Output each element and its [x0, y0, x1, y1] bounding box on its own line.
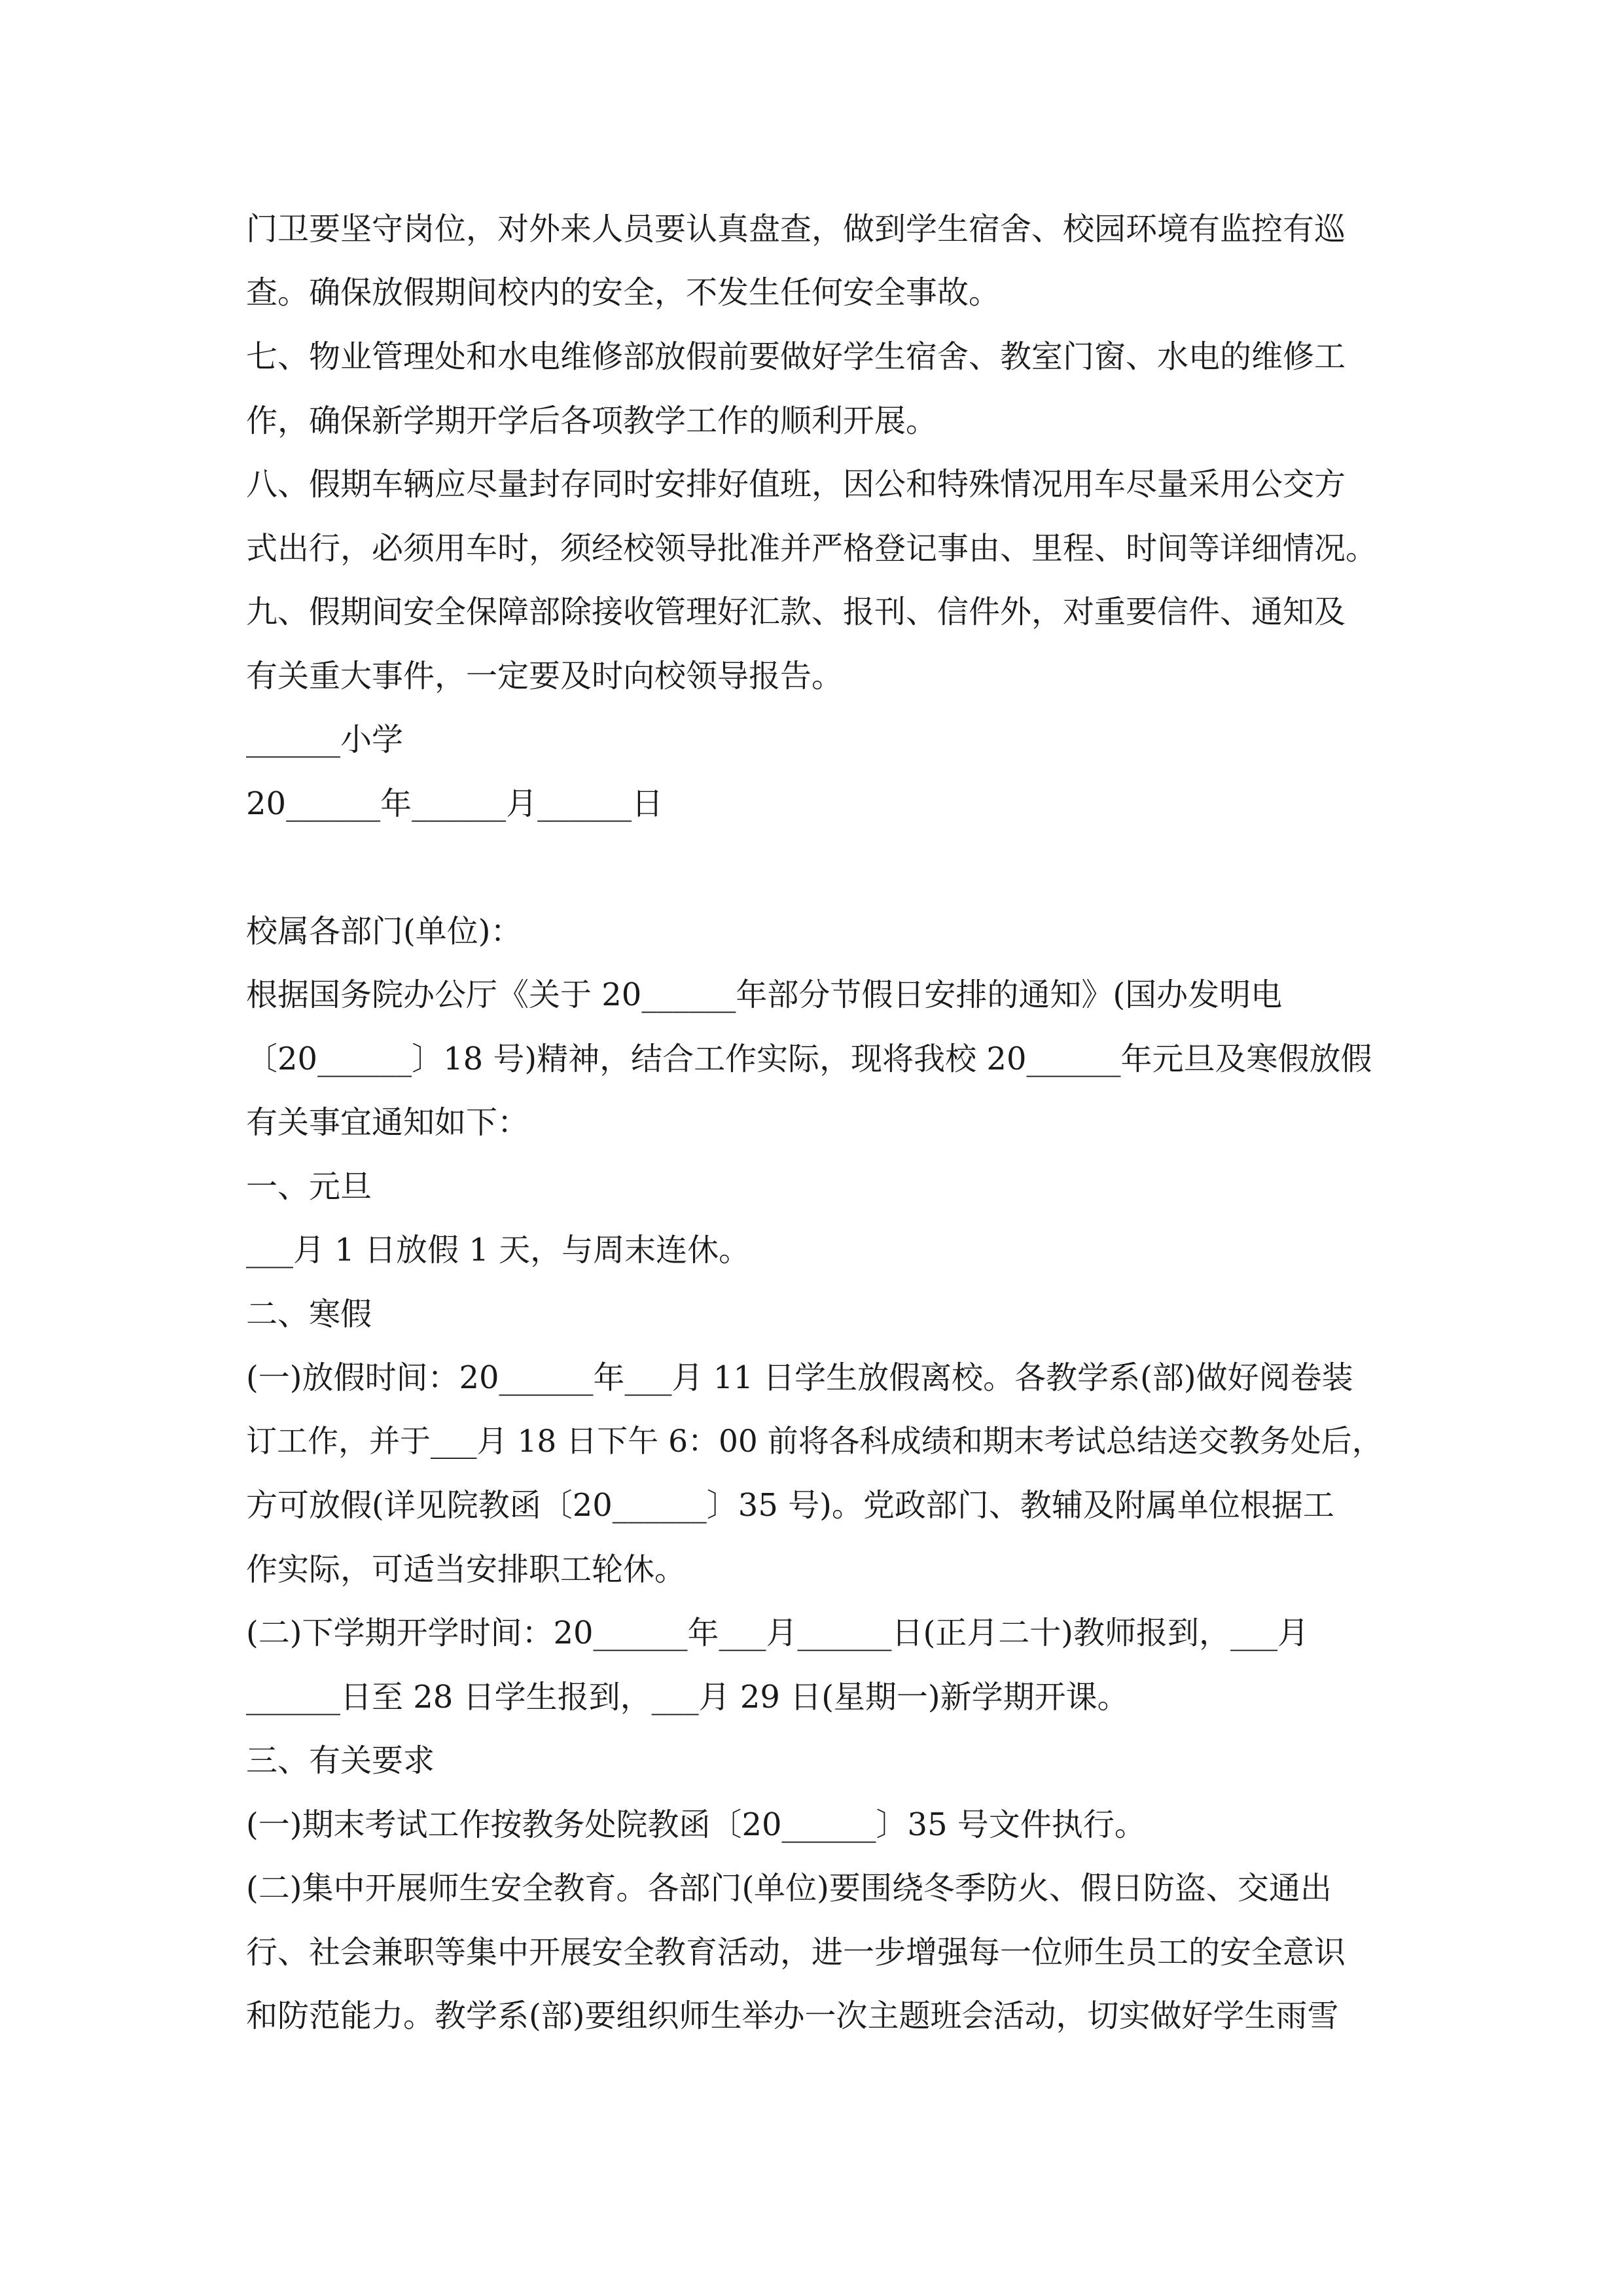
- text-line: (二)下学期开学时间：20______年___月______日(正月二十)教师报到，___月: [246, 1615, 1309, 1651]
- text-line: 作实际，可适当安排职工轮休。: [246, 1551, 687, 1588]
- text-line: 有关事宜通知如下：: [246, 1104, 529, 1141]
- text-line: ______日至 28 日学生报到，___月 29 日(星期一)新学期开课。: [246, 1679, 1129, 1715]
- text-line: (一)期末考试工作按教务处院教函〔20______〕35 号文件执行。: [246, 1806, 1146, 1843]
- section-heading: 二、寒假: [246, 1296, 372, 1333]
- text-line: 八、假期车辆应尽量封存同时安排好值班，因公和特殊情况用车尽量采用公交方: [246, 466, 1346, 503]
- text-line: 订工作，并于___月 18 日下午 6：00 前将各科成绩和期末考试总结送交教务处后，: [246, 1424, 1383, 1460]
- text-line: 门卫要坚守岗位，对外来人员要认真盘查，做到学生宿舍、校园环境有监控有巡: [246, 211, 1346, 247]
- text-line: 方可放假(详见院教函〔20______〕35 号)。党政部门、教辅及附属单位根据工: [246, 1487, 1334, 1524]
- text-line: 作，确保新学期开学后各项教学工作的顺利开展。: [246, 403, 938, 439]
- text-line: (一)放假时间：20______年___月 11 日学生放假离校。各教学系(部)做好阅卷装: [246, 1359, 1353, 1396]
- text-line: 七、物业管理处和水电维修部放假前要做好学生宿舍、教室门窗、水电的维修工: [246, 338, 1346, 375]
- text-line: (二)集中开展师生安全教育。各部门(单位)要围绕冬季防火、假日防盗、交通出: [246, 1870, 1332, 1907]
- text-line: 〔20______〕18 号)精神，结合工作实际，现将我校 20______年元旦及寒假放假: [246, 1041, 1372, 1077]
- text-line: 有关重大事件，一定要及时向校领导报告。: [246, 658, 844, 694]
- text-line: 查。确保放假期间校内的安全，不发生任何安全事故。: [246, 274, 1001, 311]
- signature-date: 20______年______月______日: [246, 785, 664, 822]
- signature-school: ______小学: [246, 721, 404, 758]
- text-line: ___月 1 日放假 1 天，与周末连休。: [246, 1232, 751, 1268]
- text-line: 九、假期间安全保障部除接收管理好汇款、报刊、信件外，对重要信件、通知及: [246, 594, 1346, 630]
- salutation: 校属各部门(单位)：: [246, 913, 522, 950]
- text-line: 和防范能力。教学系(部)要组织师生举办一次主题班会活动，切实做好学生雨雪: [246, 1998, 1339, 2034]
- section-heading: 三、有关要求: [246, 1742, 435, 1779]
- section-heading: 一、元旦: [246, 1168, 372, 1205]
- text-line: 行、社会兼职等集中开展安全教育活动，进一步增强每一位师生员工的安全意识: [246, 1934, 1346, 1971]
- text-line: 式出行，必须用车时，须经校领导批准并严格登记事由、里程、时间等详细情况。: [246, 530, 1378, 567]
- text-line: 根据国务院办公厅《关于 20______年部分节假日安排的通知》(国办发明电: [246, 977, 1283, 1013]
